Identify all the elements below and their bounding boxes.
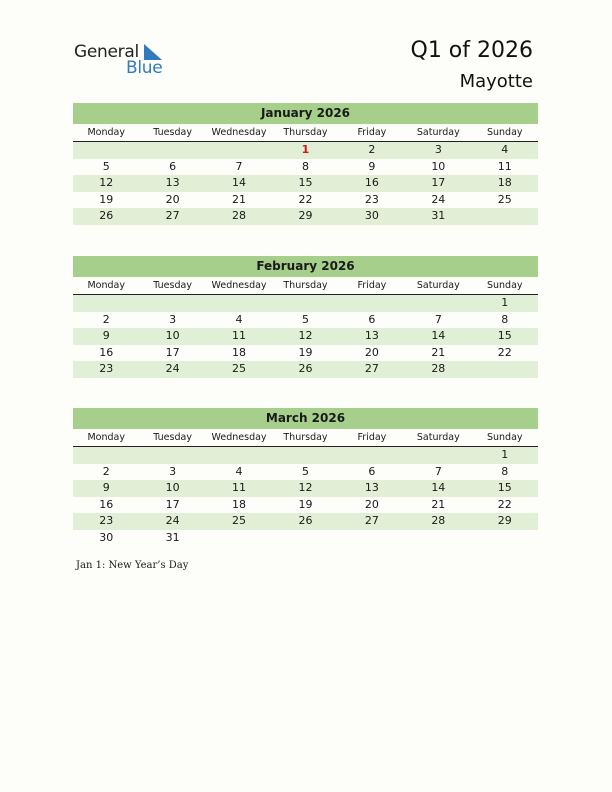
day-cell: 10 [165,481,180,494]
weekday-label: Monday [87,432,125,443]
day-cell: 1 [501,448,509,461]
day-cell: 15 [497,481,512,494]
week-row [73,345,538,362]
day-cell: 8 [501,312,509,326]
weekday-label: Wednesday [211,280,267,291]
day-cell: 16 [99,497,114,511]
day-cell [139,142,205,159]
day-cell [472,530,538,547]
day-cell: 18 [232,497,247,511]
day-cell: 28 [431,514,446,527]
day-cell: 1 [301,143,310,156]
day-cell [339,447,405,464]
day-cell: 22 [497,497,512,511]
day-cell: 16 [364,176,379,189]
weekday-label: Thursday [283,127,328,138]
week-row [73,328,538,345]
day-cell: 5 [102,159,110,173]
day-cell: 11 [497,159,512,173]
holiday-note: Jan 1: New Year’s Day [76,560,189,571]
day-cell [272,295,338,312]
week-row [73,192,538,209]
day-cell [206,295,272,312]
day-cell: 23 [99,362,114,375]
day-cell: 14 [431,481,446,494]
week-row [73,513,538,530]
day-cell: 19 [99,192,114,206]
day-cell: 8 [301,159,309,173]
day-cell [472,208,538,225]
weekday-label: Monday [87,280,125,291]
weekday-label: Tuesday [153,127,192,138]
day-cell: 15 [497,329,512,342]
week-row [73,361,538,378]
day-cell: 26 [298,514,313,527]
month-calendar [73,408,538,546]
region-name: Mayotte [459,71,533,92]
day-cell: 12 [298,481,313,494]
day-cell [272,530,338,547]
day-cell [272,447,338,464]
day-cell: 14 [232,176,247,189]
day-cell: 2 [102,464,110,478]
week-row [73,480,538,497]
day-cell: 25 [232,362,247,375]
day-cell: 2 [368,143,376,156]
day-cell [405,530,471,547]
week-row [73,142,538,159]
month-header: January 2026 [73,103,538,124]
day-cell: 6 [169,159,177,173]
day-cell: 24 [165,514,180,527]
day-cell: 22 [497,345,512,359]
weekday-label: Wednesday [211,127,267,138]
day-cell: 21 [232,192,247,206]
day-cell: 24 [165,362,180,375]
day-cell: 28 [232,209,247,222]
day-cell: 29 [497,514,512,527]
weekday-label: Sunday [486,280,523,291]
day-cell: 4 [235,312,243,326]
weekday-label: Saturday [416,127,460,138]
weekday-label: Friday [357,280,387,291]
day-cell: 13 [364,481,379,494]
day-cell: 18 [497,176,512,189]
day-cell: 24 [431,192,446,206]
weekday-label: Tuesday [153,280,192,291]
day-cell: 10 [431,159,446,173]
day-cell: 4 [235,464,243,478]
day-cell: 20 [165,192,180,206]
weekday-label: Thursday [283,280,328,291]
day-cell: 7 [434,464,442,478]
weekday-header-row [73,124,538,142]
day-cell: 7 [434,312,442,326]
day-cell: 2 [102,312,110,326]
day-cell: 23 [364,192,379,206]
day-cell: 13 [165,176,180,189]
day-cell: 26 [298,362,313,375]
day-cell [73,295,139,312]
day-cell: 12 [298,329,313,342]
day-cell [339,295,405,312]
day-cell: 3 [434,143,442,156]
day-cell: 6 [368,312,376,326]
day-cell: 3 [169,312,177,326]
day-cell: 9 [102,481,110,494]
month-calendar [73,103,538,225]
day-cell [206,447,272,464]
day-cell: 14 [431,329,446,342]
day-cell: 27 [364,514,379,527]
day-cell: 22 [298,192,313,206]
day-cell: 11 [232,329,247,342]
weekday-header-row [73,429,538,447]
day-cell [73,447,139,464]
day-cell [472,361,538,378]
day-cell: 27 [364,362,379,375]
weekday-label: Saturday [416,280,460,291]
day-cell [206,142,272,159]
week-row [73,464,538,481]
day-cell [405,447,471,464]
day-cell: 28 [431,362,446,375]
page-title: Q1 of 2026 [410,38,533,63]
day-cell [73,142,139,159]
weekday-label: Friday [357,127,387,138]
day-cell [206,530,272,547]
weekday-label: Saturday [416,432,460,443]
day-cell: 19 [298,345,313,359]
month-calendar [73,256,538,378]
day-cell: 1 [501,296,509,309]
day-cell: 9 [368,159,376,173]
weekday-label: Friday [357,432,387,443]
day-cell: 8 [501,464,509,478]
day-cell: 5 [301,464,309,478]
logo-text-blue: Blue [126,58,163,78]
weekday-label: Wednesday [211,432,267,443]
day-cell: 19 [298,497,313,511]
day-cell: 20 [364,497,379,511]
weekday-label: Tuesday [153,432,192,443]
day-cell: 27 [165,209,180,222]
weekday-header-row [73,277,538,295]
day-cell: 21 [431,345,446,359]
day-cell: 18 [232,345,247,359]
day-cell [339,530,405,547]
generalblue-logo [74,42,184,82]
day-cell: 15 [298,176,313,189]
day-cell: 12 [99,176,114,189]
day-cell: 31 [165,530,180,544]
month-header: March 2026 [73,408,538,429]
day-cell: 29 [298,209,313,222]
day-cell: 11 [232,481,247,494]
day-cell: 9 [102,329,110,342]
day-cell: 25 [232,514,247,527]
day-cell: 10 [165,329,180,342]
day-cell: 3 [169,464,177,478]
day-cell: 13 [364,329,379,342]
week-row [73,312,538,329]
day-cell: 16 [99,345,114,359]
day-cell [139,295,205,312]
day-cell [139,447,205,464]
weekday-label: Sunday [486,127,523,138]
day-cell: 21 [431,497,446,511]
weekday-label: Monday [87,127,125,138]
week-row [73,497,538,514]
weekday-label: Thursday [283,432,328,443]
day-cell: 31 [431,209,446,222]
day-cell: 30 [364,209,379,222]
day-cell: 20 [364,345,379,359]
week-row [73,447,538,464]
day-cell: 17 [165,497,180,511]
day-cell: 26 [99,209,114,222]
logo-text-general: General [74,42,139,62]
day-cell: 7 [235,159,243,173]
day-cell: 6 [368,464,376,478]
week-row [73,159,538,176]
day-cell: 17 [431,176,446,189]
day-cell: 17 [165,345,180,359]
month-header: February 2026 [73,256,538,277]
week-row [73,295,538,312]
weekday-label: Sunday [486,432,523,443]
day-cell [405,295,471,312]
week-row [73,208,538,225]
day-cell: 4 [501,143,509,156]
day-cell: 5 [301,312,309,326]
day-cell: 30 [99,530,114,544]
day-cell: 23 [99,514,114,527]
day-cell: 25 [497,192,512,206]
week-row [73,530,538,547]
week-row [73,175,538,192]
